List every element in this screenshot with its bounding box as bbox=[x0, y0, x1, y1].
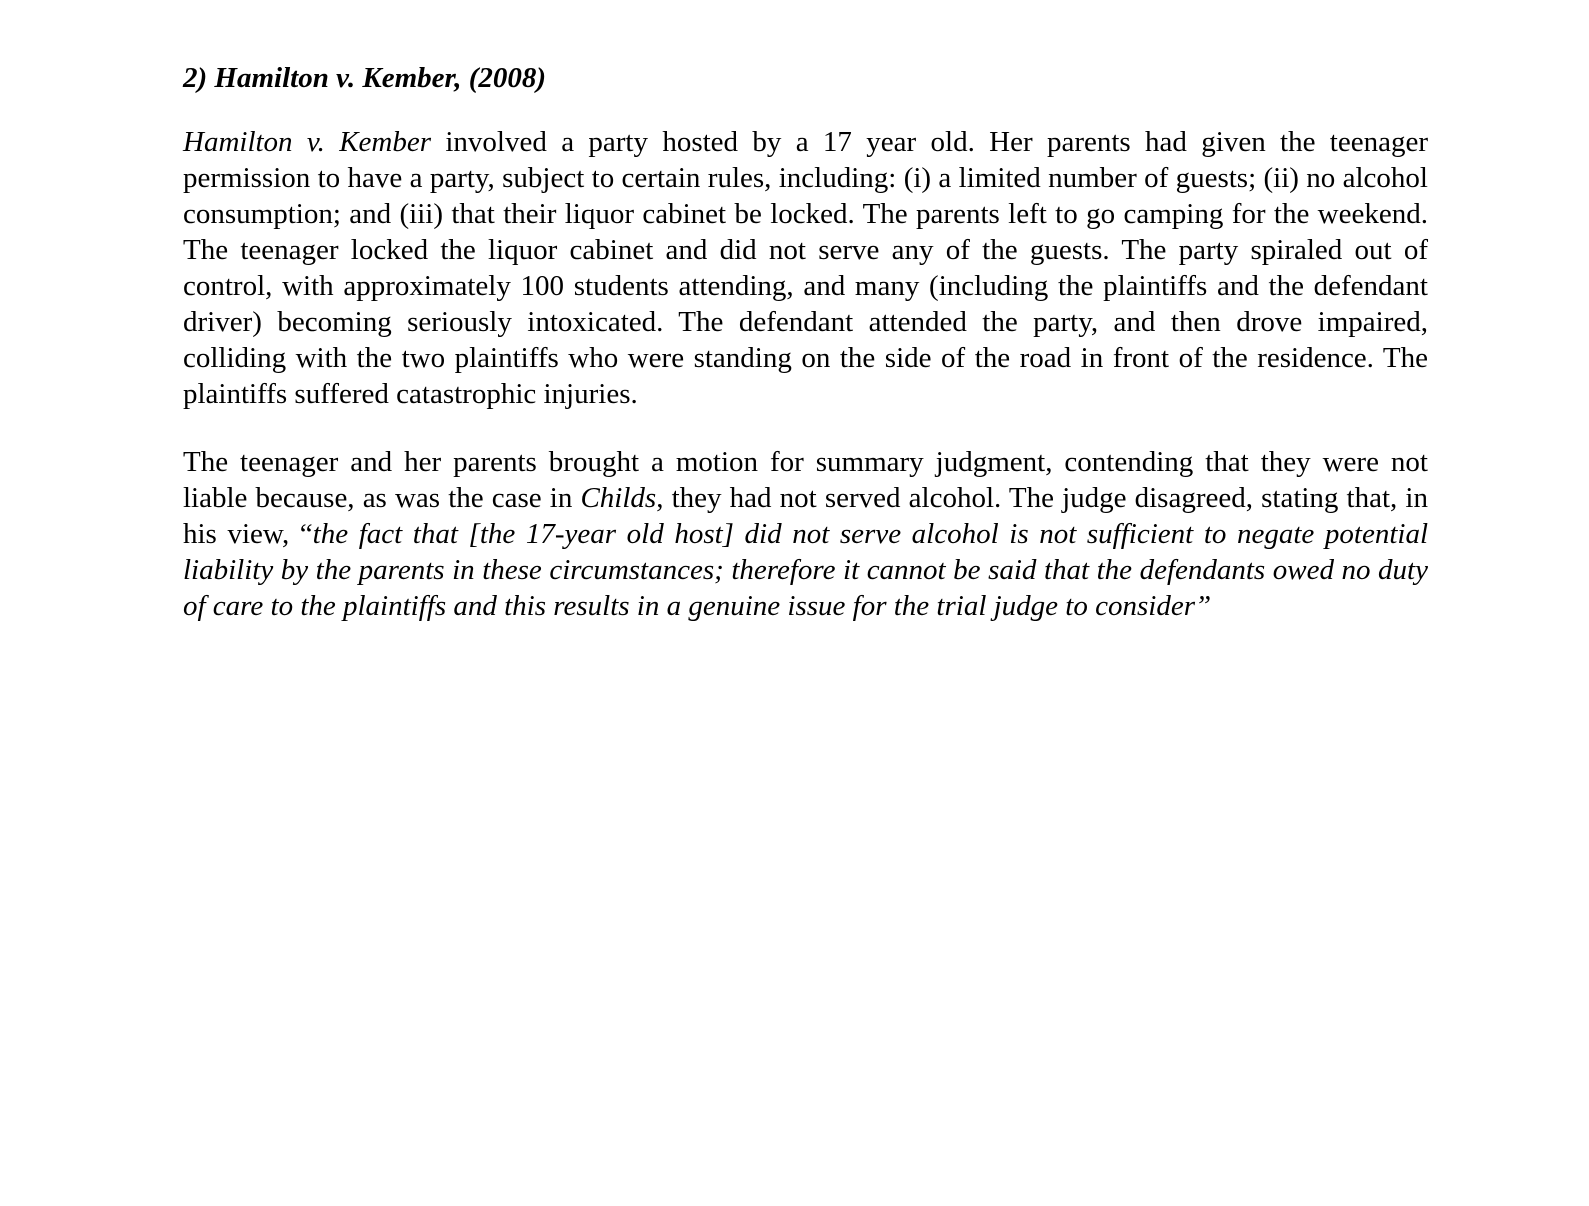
judgment-text-before: The teenager and her parents brought a motion for summary judgment, contending that they were not liable because, as was the case in bbox=[183, 446, 1428, 514]
case-facts-text: involved a party hosted by a 17 year old. Her parents had given the teenager permission to have a party, subject to certain rules, including: (i) a limited number of guests; (ii) no alcohol consumption; and (iii) that their liquor cabinet be locked. The parents left to go camping for the weekend. The teenager locked the liquor cabinet and did not serve any of the guests. The party spiraled out of control, with approximately 100 students attending, and many (including the plaintiffs and the defendant driver) becoming seriously intoxicated. The defendant attended the party, and then drove impaired, colliding with the two plaintiffs who were standing on the side of the road in front of the residence. The plaintiffs suffered catastrophic injuries. bbox=[183, 126, 1428, 410]
judgment-text-middle: , they had not served alcohol. The judge disagreed, stating that, in his view, “ bbox=[183, 482, 1428, 550]
section-heading: 2) Hamilton v. Kember, (2008) bbox=[183, 62, 547, 94]
case-reference: Childs bbox=[580, 482, 657, 514]
paragraph-case-facts bbox=[183, 124, 1428, 412]
paragraph-judgment bbox=[183, 444, 1428, 624]
case-name: Hamilton v. Kember bbox=[183, 126, 432, 158]
document-page bbox=[183, 58, 1428, 656]
judge-quote: the fact that [the 17-year old host] did not serve alcohol is not sufficient to negate potential liability by the parents in these circumstances; therefore it cannot be said that the defendants owed no duty of care to the plaintiffs and this results in a genuine issue for the trial judge to consider” bbox=[183, 518, 1428, 622]
